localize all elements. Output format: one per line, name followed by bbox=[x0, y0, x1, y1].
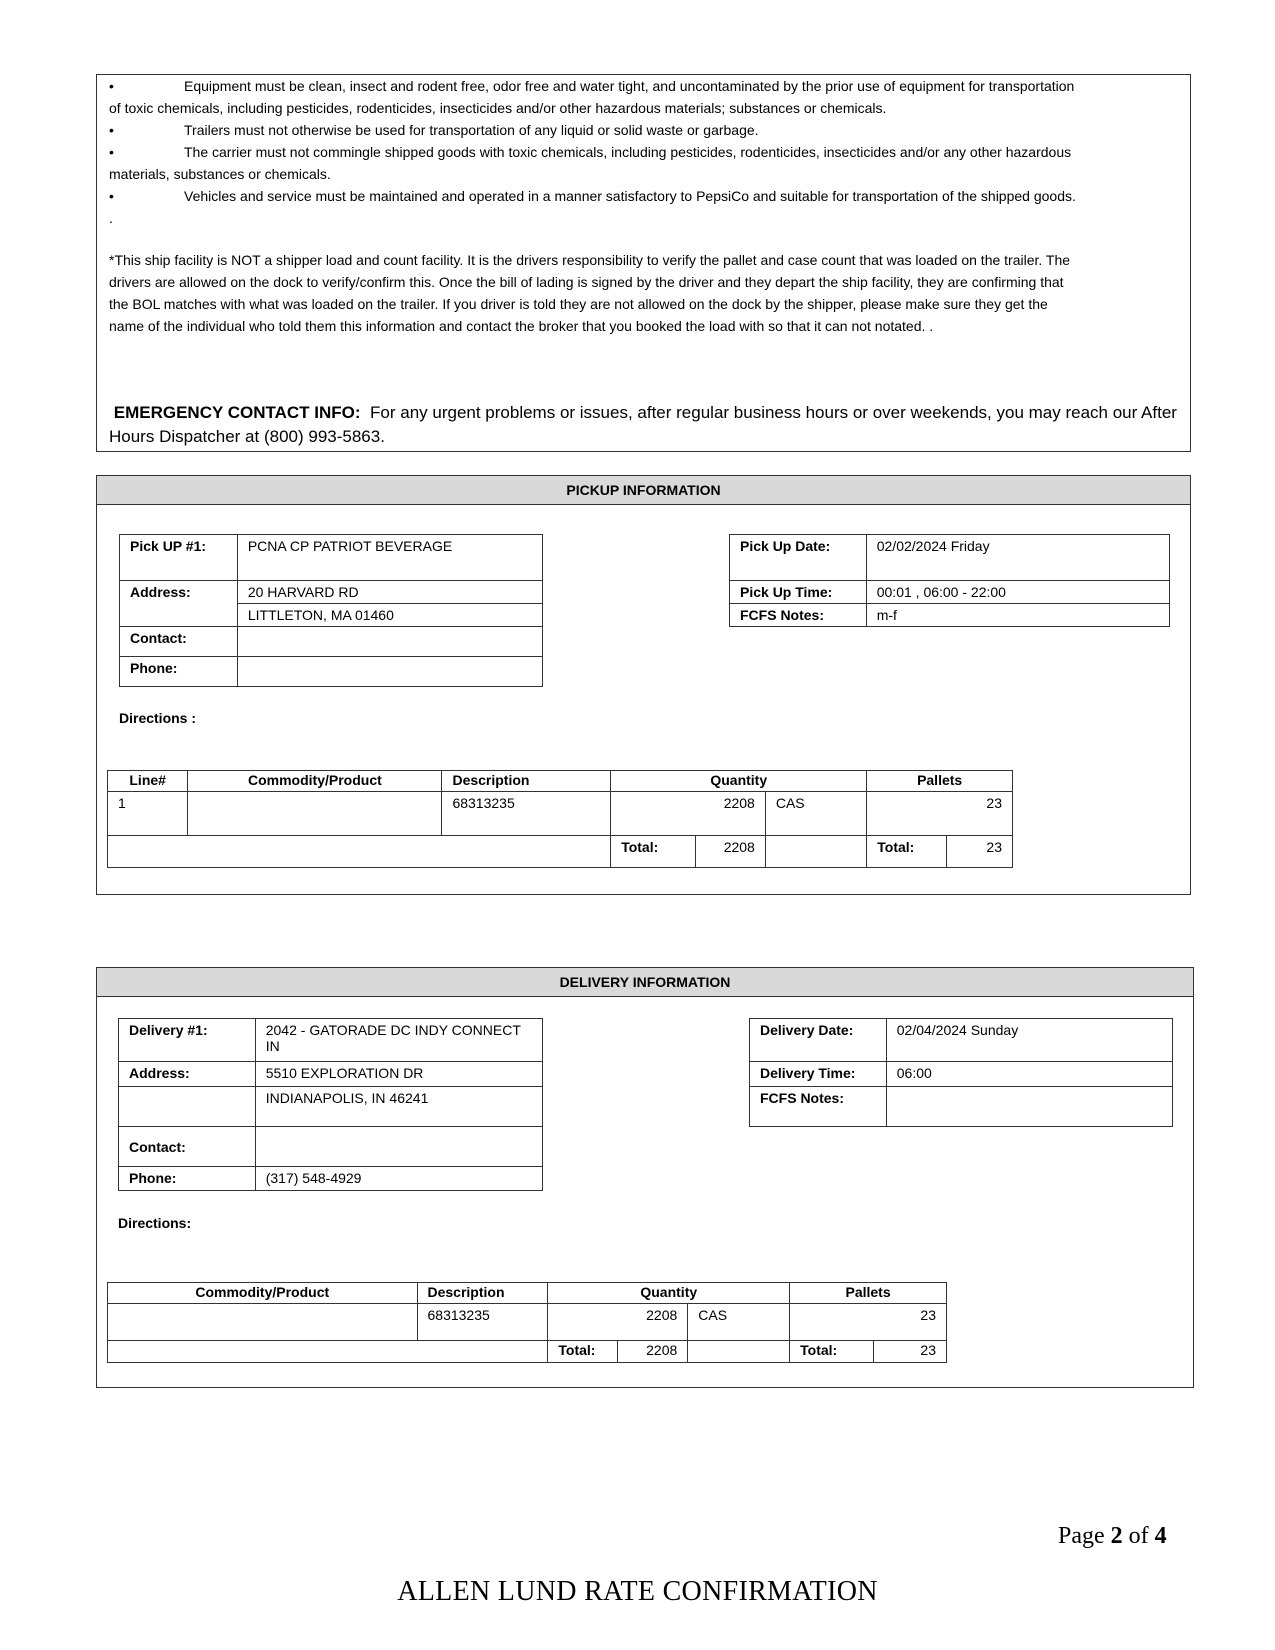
row-pallets: 23 bbox=[790, 1304, 947, 1341]
emergency-text-cont: Hours Dispatcher at (800) 993-5863. bbox=[109, 427, 385, 446]
totals-row bbox=[108, 836, 1013, 868]
pickup-header: PICKUP INFORMATION bbox=[97, 476, 1190, 505]
row-unit: CAS bbox=[765, 792, 866, 836]
page-current: 2 bbox=[1110, 1523, 1123, 1549]
total-pallets: 23 bbox=[946, 836, 1012, 868]
totals-row bbox=[108, 1341, 947, 1363]
row-description: 68313235 bbox=[442, 792, 611, 836]
table-row bbox=[108, 792, 1013, 836]
page-total: 4 bbox=[1154, 1523, 1167, 1549]
requirement-text: Equipment must be clean, insect and rodent free, odor free and water tight, and uncontaminated by the prior use of equipment for transportation bbox=[184, 78, 1075, 94]
requirement-text-cont: materials, substances or chemicals. bbox=[109, 166, 331, 182]
pickup-section bbox=[96, 475, 1191, 895]
delivery-time-label: Delivery Time: bbox=[750, 1062, 887, 1087]
requirement-text-cont: of toxic chemicals, including pesticides, rodenticides, insecticides and/or other hazardous materials; substances or chemicals. bbox=[109, 100, 887, 116]
phone-label: Phone: bbox=[120, 657, 238, 687]
col-description: Description bbox=[417, 1283, 548, 1304]
document-title: ALLEN LUND RATE CONFIRMATION bbox=[397, 1576, 878, 1607]
address-line2: INDIANAPOLIS, IN 46241 bbox=[255, 1087, 542, 1127]
delivery-location-table bbox=[118, 1018, 543, 1191]
col-pallets: Pallets bbox=[790, 1283, 947, 1304]
row-quantity: 2208 bbox=[548, 1304, 688, 1341]
requirement-bullet-4: • Vehicles and service must be maintained and operated in a manner satisfactory to PepsiCo and suitable for transportation of the shipped goods. . bbox=[109, 185, 1178, 229]
emergency-text: For any urgent problems or issues, after regular business hours or over weekends, you may reach our After bbox=[370, 403, 1177, 422]
delivery-date-value: 02/04/2024 Sunday bbox=[886, 1019, 1172, 1062]
col-pallets: Pallets bbox=[867, 771, 1013, 792]
emergency-contact bbox=[109, 401, 1178, 449]
row-description: 68313235 bbox=[417, 1304, 548, 1341]
total-label: Total: bbox=[548, 1341, 618, 1363]
pickup-time-value: 00:01 , 06:00 - 22:00 bbox=[866, 581, 1169, 604]
row-commodity bbox=[108, 1304, 418, 1341]
total-quantity: 2208 bbox=[695, 836, 765, 868]
contact-label: Contact: bbox=[119, 1127, 256, 1167]
contact-value bbox=[237, 627, 542, 657]
pickup-date-label: Pick Up Date: bbox=[730, 535, 867, 581]
fcfs-label: FCFS Notes: bbox=[730, 604, 867, 627]
pickup-schedule-table bbox=[729, 534, 1170, 627]
row-unit: CAS bbox=[688, 1304, 790, 1341]
col-quantity: Quantity bbox=[548, 1283, 790, 1304]
address-line2: LITTLETON, MA 01460 bbox=[237, 604, 542, 627]
fcfs-value bbox=[886, 1087, 1172, 1127]
requirement-text: Trailers must not otherwise be used for transportation of any liquid or solid waste or garbage. bbox=[184, 122, 759, 138]
requirements-box bbox=[96, 74, 1191, 452]
requirement-text: Vehicles and service must be maintained and operated in a manner satisfactory to PepsiCo and suitable for transportation of the shipped goods. bbox=[184, 188, 1076, 204]
requirement-bullet-1: • Equipment must be clean, insect and rodent free, odor free and water tight, and uncontaminated by the prior use of equipment for transportation of toxic chemicals, including pesticides, rodenticides, insecticides and/or other hazardous materials; substances or chemicals. bbox=[109, 75, 1178, 119]
phone-value bbox=[237, 657, 542, 687]
address-line1: 20 HARVARD RD bbox=[237, 581, 542, 604]
pickup-items-table bbox=[107, 770, 1013, 868]
pickup-name: PCNA CP PATRIOT BEVERAGE bbox=[237, 535, 542, 581]
delivery-section bbox=[96, 967, 1194, 1388]
directions-label: Directions : bbox=[119, 710, 197, 726]
delivery-schedule-table bbox=[749, 1018, 1173, 1127]
delivery-date-label: Delivery Date: bbox=[750, 1019, 887, 1062]
emergency-label: EMERGENCY CONTACT INFO: bbox=[113, 403, 361, 422]
table-row bbox=[108, 1304, 947, 1341]
phone-value: (317) 548-4929 bbox=[255, 1167, 542, 1191]
delivery-label: Delivery #1: bbox=[119, 1019, 256, 1062]
contact-label: Contact: bbox=[120, 627, 238, 657]
phone-label: Phone: bbox=[119, 1167, 256, 1191]
address-label: Address: bbox=[120, 581, 238, 604]
requirement-bullet-2: • Trailers must not otherwise be used for transportation of any liquid or solid waste or garbage. bbox=[109, 119, 1178, 141]
address-line1: 5510 EXPLORATION DR bbox=[255, 1062, 542, 1087]
shipper-load-note: *This ship facility is NOT a shipper load and count facility. It is the drivers responsibility to verify the pallet and case count that was loaded on the trailer. The drivers are allowed on the dock to verify/confirm this. Once the bill of lading is signed by the driver and they depart the ship facility, they are confirming that the BOL matches with what was loaded on the trailer. If you driver is told they are not allowed on the dock by the shipper, please make sure they get the name of the individual who told them this information and contact the broker that you booked the load with so that it can not notated. . bbox=[109, 252, 1071, 334]
requirement-bullet-3: • The carrier must not commingle shipped goods with toxic chemicals, including pesticides, rodenticides, insecticides and/or any other hazardous materials, substances or chemicals. bbox=[109, 141, 1178, 185]
requirement-dot: . bbox=[109, 210, 113, 226]
fcfs-label: FCFS Notes: bbox=[750, 1087, 887, 1127]
row-commodity bbox=[188, 792, 442, 836]
col-commodity: Commodity/Product bbox=[108, 1283, 418, 1304]
delivery-name: 2042 - GATORADE DC INDY CONNECT IN bbox=[255, 1019, 542, 1062]
pickup-location-table bbox=[119, 534, 543, 687]
fcfs-value: m-f bbox=[866, 604, 1169, 627]
page-number: Page 2 of 4 bbox=[1058, 1523, 1167, 1549]
delivery-items-table bbox=[107, 1282, 947, 1363]
row-line: 1 bbox=[108, 792, 188, 836]
total-quantity: 2208 bbox=[618, 1341, 688, 1363]
requirement-text: The carrier must not commingle shipped goods with toxic chemicals, including pesticides, rodenticides, insecticides and/or any other hazardous bbox=[184, 144, 1072, 160]
delivery-time-value: 06:00 bbox=[886, 1062, 1172, 1087]
total-pallets-label: Total: bbox=[790, 1341, 874, 1363]
col-quantity: Quantity bbox=[611, 771, 867, 792]
row-pallets: 23 bbox=[867, 792, 1013, 836]
col-description: Description bbox=[442, 771, 611, 792]
total-pallets: 23 bbox=[874, 1341, 947, 1363]
delivery-header: DELIVERY INFORMATION bbox=[97, 968, 1193, 997]
total-label: Total: bbox=[611, 836, 695, 868]
total-pallets-label: Total: bbox=[867, 836, 946, 868]
row-quantity: 2208 bbox=[611, 792, 766, 836]
pickup-date-value: 02/02/2024 Friday bbox=[866, 535, 1169, 581]
col-commodity: Commodity/Product bbox=[188, 771, 442, 792]
pickup-time-label: Pick Up Time: bbox=[730, 581, 867, 604]
address-label: Address: bbox=[119, 1062, 256, 1087]
col-line: Line# bbox=[108, 771, 188, 792]
directions-label: Directions: bbox=[118, 1215, 192, 1231]
pickup-label: Pick UP #1: bbox=[120, 535, 238, 581]
contact-value bbox=[255, 1127, 542, 1167]
